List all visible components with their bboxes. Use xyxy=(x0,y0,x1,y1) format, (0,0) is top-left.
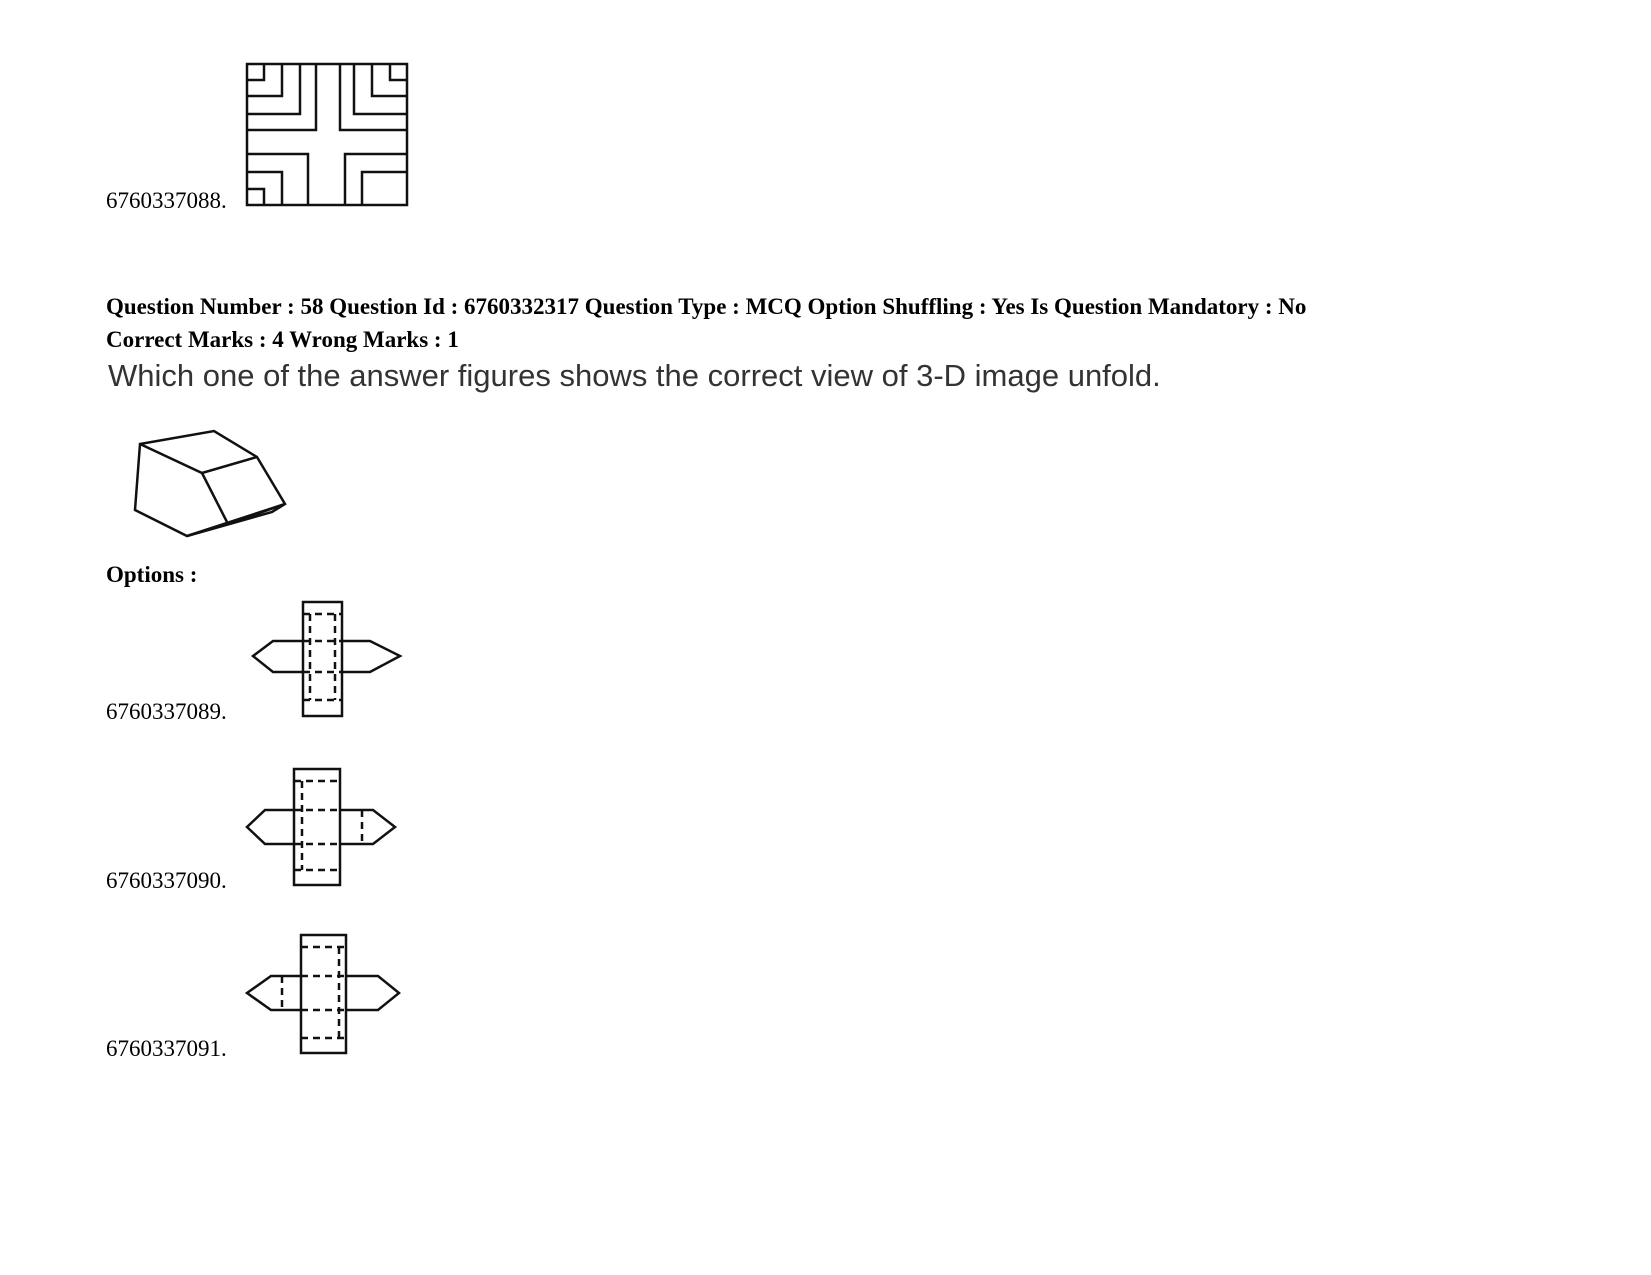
nested-corner-figure xyxy=(244,62,410,208)
option-id-6760337088: 6760337088. xyxy=(106,188,227,213)
options-label: Options : xyxy=(106,562,198,587)
question-meta-line-1: Question Number : 58 Question Id : 6760332317 Question Type : MCQ Option Shuffling : Yes Is Question Mandatory : No xyxy=(106,294,1307,319)
3d-solid-figure xyxy=(130,428,290,546)
option-3-net-figure xyxy=(244,932,408,1056)
option-id-6760337090: 6760337090. xyxy=(106,868,227,893)
option-id-6760337091: 6760337091. xyxy=(106,1036,227,1061)
option-id-6760337089: 6760337089. xyxy=(106,699,227,724)
option-1-net-figure xyxy=(246,598,406,718)
question-meta-line-2: Correct Marks : 4 Wrong Marks : 1 xyxy=(106,327,459,352)
question-stem: Which one of the answer figures shows the correct view of 3-D image unfold. xyxy=(108,358,1161,393)
option-2-net-figure xyxy=(244,766,404,888)
